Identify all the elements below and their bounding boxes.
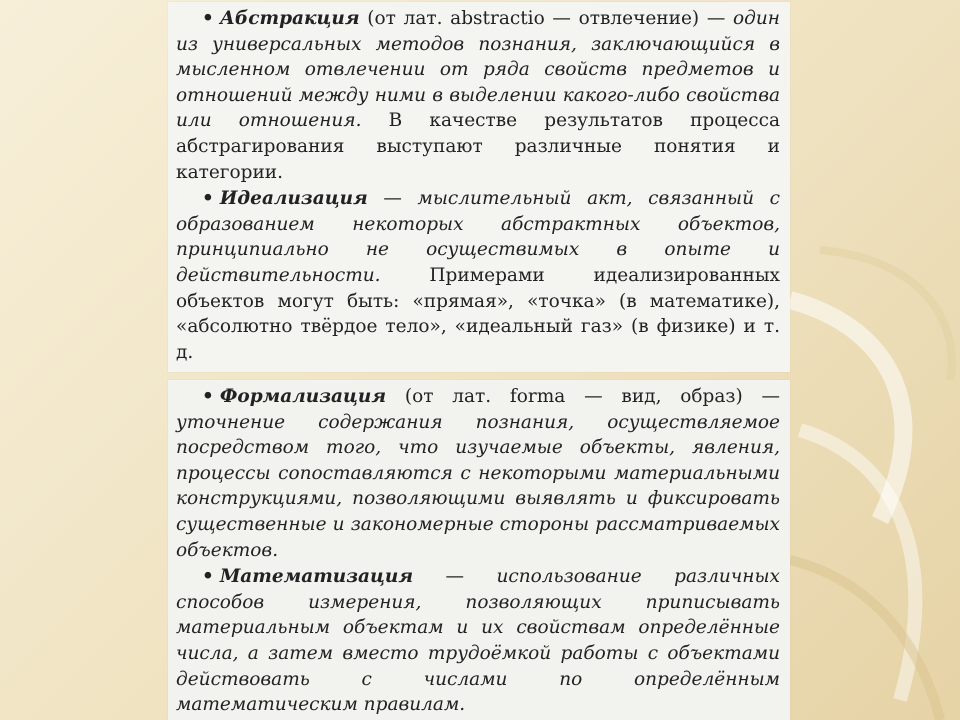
abstraction-lead: (от лат. abstractio — отвлечение) —	[359, 8, 734, 29]
mathematization-lead: —	[413, 566, 497, 588]
bullet-icon: •	[202, 566, 214, 588]
paragraph-abstraction	[176, 6, 780, 185]
paragraph-mathematization	[176, 564, 780, 718]
bullet-icon: •	[202, 188, 214, 210]
term-formalization: Формализация	[219, 386, 387, 407]
formalization-definition: уточнение содержания познания, осуществляемое посредством того, что изучаемые объекты, явления, процессы сопоставляются с некоторыми материальными конструкциями, позволяющими выявлять и фиксировать существенные и закономерные стороны рассматриваемых объектов.	[176, 411, 780, 561]
abstraction-definition: один из универсальных методов познания, заключающийся в мысленном отвлечении от ряда свойств предметов и отношений между ними в выделении какого-либо свойства или отношения.	[176, 8, 780, 132]
idealization-lead: —	[367, 188, 418, 210]
abstraction-rest: В качестве результатов процесса абстрагирования выступают различные понятия и категории.	[176, 110, 780, 183]
bullet-icon: •	[202, 386, 214, 407]
scan-image-top	[168, 2, 790, 372]
term-mathematization: Математизация	[219, 566, 414, 588]
paragraph-formalization	[176, 384, 780, 563]
idealization-definition: мыслительный акт, связанный с образованием некоторых абстрактных объектов, принципиально не осуществимых в опыте и действительности.	[176, 188, 781, 286]
formalization-lead: (от лат. forma — вид, образ) —	[386, 386, 780, 407]
paragraph-idealization	[176, 186, 780, 365]
mathematization-definition: использование различных способов измерения, позволяющих приписывать материальным объектам и их свойствам определённые числа, а затем вместо трудоёмкой работы с объектами действовать с числами по определённым математическим правилам.	[176, 566, 780, 716]
bullet-icon: •	[202, 8, 214, 29]
scan-image-bottom	[168, 380, 790, 720]
term-abstraction: Абстракция	[219, 8, 360, 29]
term-idealization: Идеализация	[219, 188, 368, 210]
idealization-rest: Примерами идеализированных объектов могут быть: «прямая», «точка» (в математике), «абсолютно твёрдое тело», «идеальный газ» (в физике) и т. д.	[176, 264, 780, 363]
